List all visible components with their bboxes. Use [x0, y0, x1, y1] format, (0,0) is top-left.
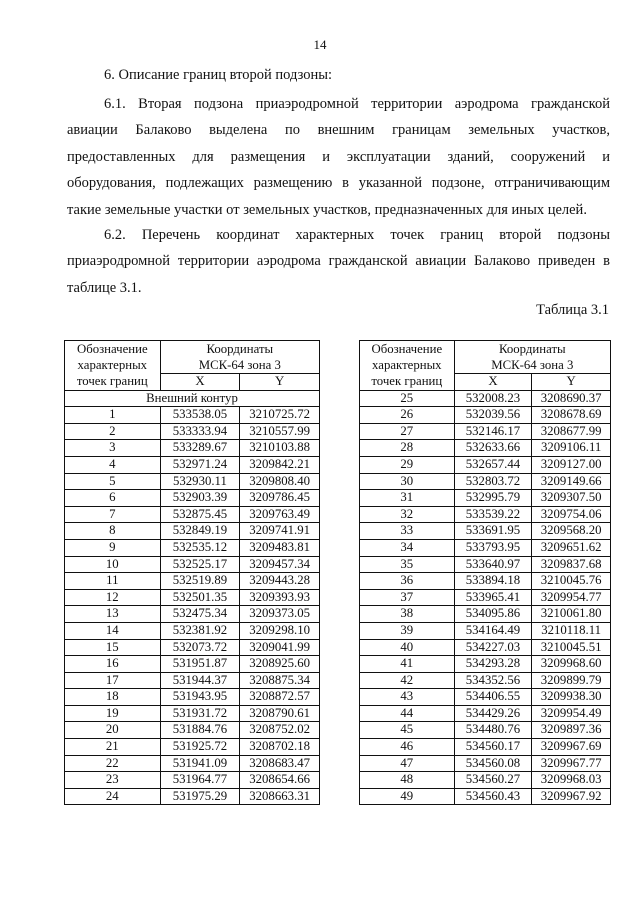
x-coordinate-cell: 532519.89: [160, 573, 240, 590]
table-row: [65, 639, 320, 656]
table-row: [360, 456, 611, 473]
x-coordinate-cell: 531951.87: [160, 656, 240, 673]
point-number-cell: 6: [65, 490, 161, 507]
point-number-cell: 4: [65, 456, 161, 473]
point-number-cell: 26: [360, 407, 455, 424]
y-coordinate-cell: 3210725.72: [240, 407, 320, 424]
y-coordinate-cell: 3210118.11: [532, 622, 611, 639]
point-number-cell: 44: [360, 705, 455, 722]
y-coordinate-cell: 3209741.91: [240, 523, 320, 540]
x-header: X: [160, 374, 240, 391]
table-row: [360, 689, 611, 706]
paragraph-6-1: [67, 91, 610, 223]
x-coordinate-cell: 532008.23: [454, 390, 532, 407]
y-coordinate-cell: 3210045.76: [532, 573, 611, 590]
y-coordinate-cell: 3208752.02: [240, 722, 320, 739]
paragraph-line: такие земельные участки от земельных участков, предназначенных для иных целей.: [67, 201, 587, 218]
x-coordinate-cell: 532903.39: [160, 490, 240, 507]
x-coordinate-cell: 532995.79: [454, 490, 532, 507]
y-coordinate-cell: 3209954.49: [532, 705, 611, 722]
y-coordinate-cell: 3209443.28: [240, 573, 320, 590]
table-row: [65, 589, 320, 606]
table-row: [65, 656, 320, 673]
point-number-cell: 40: [360, 639, 455, 656]
paragraph-line: таблице 3.1.: [67, 279, 142, 296]
point-number-cell: 36: [360, 573, 455, 590]
table-row: [360, 473, 611, 490]
point-number-cell: 15: [65, 639, 161, 656]
x-coordinate-cell: 531925.72: [160, 739, 240, 756]
y-coordinate-cell: 3209763.49: [240, 506, 320, 523]
x-coordinate-cell: 532475.34: [160, 606, 240, 623]
x-coordinate-cell: 533793.95: [454, 539, 532, 556]
y-coordinate-cell: 3209786.45: [240, 490, 320, 507]
table-row: [65, 506, 320, 523]
point-number-cell: 32: [360, 506, 455, 523]
table-row: [65, 739, 320, 756]
table-row: [65, 573, 320, 590]
table-label: Таблица 3.1: [536, 302, 609, 318]
x-coordinate-cell: 534429.26: [454, 705, 532, 722]
y-coordinate-cell: 3209483.81: [240, 539, 320, 556]
point-number-cell: 24: [65, 788, 161, 805]
header-line: точек границ: [76, 374, 148, 389]
table-row: [360, 772, 611, 789]
point-number-cell: 2: [65, 423, 161, 440]
header-line: характерных: [77, 358, 148, 373]
y-coordinate-cell: 3208690.37: [532, 390, 611, 407]
point-number-cell: 31: [360, 490, 455, 507]
table-row: [360, 639, 611, 656]
point-number-cell: 46: [360, 739, 455, 756]
x-coordinate-cell: 532849.19: [160, 523, 240, 540]
point-designation-header: [65, 341, 161, 391]
y-coordinate-cell: 3210103.88: [240, 440, 320, 457]
table-row: [360, 672, 611, 689]
x-coordinate-cell: 533538.05: [160, 407, 240, 424]
paragraph-line: 6.2. Перечень координат характерных точек границ второй подзоны: [104, 227, 610, 243]
y-coordinate-cell: 3209897.36: [532, 722, 611, 739]
point-number-cell: 17: [65, 672, 161, 689]
table-row: [65, 490, 320, 507]
x-coordinate-cell: 532039.56: [454, 407, 532, 424]
x-coordinate-cell: 531975.29: [160, 788, 240, 805]
table-row: [65, 672, 320, 689]
y-coordinate-cell: 3209457.34: [240, 556, 320, 573]
point-number-cell: 10: [65, 556, 161, 573]
table-row: [65, 606, 320, 623]
table-row: [360, 755, 611, 772]
header-line: характерных: [372, 358, 442, 373]
y-coordinate-cell: 3208872.57: [240, 689, 320, 706]
header-line: Координаты: [498, 342, 566, 356]
point-number-cell: 34: [360, 539, 455, 556]
point-number-cell: 11: [65, 573, 161, 590]
table-row: [360, 656, 611, 673]
point-number-cell: 16: [65, 656, 161, 673]
paragraph-line: приаэродромной территории аэродрома гражданской авиации Балаково приведен в: [67, 253, 610, 270]
x-coordinate-cell: 531964.77: [160, 772, 240, 789]
y-coordinate-cell: 3209968.60: [532, 656, 611, 673]
point-number-cell: 22: [65, 755, 161, 772]
x-coordinate-cell: 532146.17: [454, 423, 532, 440]
point-number-cell: 43: [360, 689, 455, 706]
table-row: [360, 739, 611, 756]
x-coordinate-cell: 532633.66: [454, 440, 532, 457]
x-coordinate-cell: 534560.27: [454, 772, 532, 789]
table-row: [360, 606, 611, 623]
table-row: [65, 473, 320, 490]
y-coordinate-cell: 3209967.77: [532, 755, 611, 772]
y-coordinate-cell: 3209568.20: [532, 523, 611, 540]
x-coordinate-cell: 531941.09: [160, 755, 240, 772]
point-number-cell: 48: [360, 772, 455, 789]
header-line: точек границ: [371, 374, 443, 389]
x-coordinate-cell: 533691.95: [454, 523, 532, 540]
table-row: [65, 788, 320, 805]
y-header: Y: [240, 374, 320, 391]
x-coordinate-cell: 531884.76: [160, 722, 240, 739]
table-row: [65, 772, 320, 789]
table-row: [65, 539, 320, 556]
table-row: [360, 423, 611, 440]
point-number-cell: 9: [65, 539, 161, 556]
header-line: Координаты: [206, 342, 274, 356]
point-number-cell: 20: [65, 722, 161, 739]
x-coordinate-cell: 532971.24: [160, 456, 240, 473]
point-number-cell: 33: [360, 523, 455, 540]
x-coordinate-cell: 532803.72: [454, 473, 532, 490]
coordinates-table-right: [359, 340, 611, 805]
point-number-cell: 30: [360, 473, 455, 490]
point-number-cell: 27: [360, 423, 455, 440]
y-coordinate-cell: 3210557.99: [240, 423, 320, 440]
x-coordinate-cell: 534406.55: [454, 689, 532, 706]
y-coordinate-cell: 3209149.66: [532, 473, 611, 490]
point-number-cell: 18: [65, 689, 161, 706]
x-coordinate-cell: 533894.18: [454, 573, 532, 590]
y-coordinate-cell: 3208678.69: [532, 407, 611, 424]
y-header: Y: [532, 374, 611, 391]
table-row: [65, 423, 320, 440]
x-coordinate-cell: 534352.56: [454, 672, 532, 689]
point-number-cell: 45: [360, 722, 455, 739]
x-coordinate-cell: 532535.12: [160, 539, 240, 556]
x-coordinate-cell: 532501.35: [160, 589, 240, 606]
y-coordinate-cell: 3209754.06: [532, 506, 611, 523]
y-coordinate-cell: 3209298.10: [240, 622, 320, 639]
point-number-cell: 8: [65, 523, 161, 540]
section-title: 6. Описание границ второй подзоны:: [104, 67, 332, 83]
paragraph-line: оборудования, подлежащих размещению в указанной подзоне, отграничивающим: [67, 175, 610, 192]
x-coordinate-cell: 532657.44: [454, 456, 532, 473]
y-coordinate-cell: 3209041.99: [240, 639, 320, 656]
paragraph-line: 6.1. Вторая подзона приаэродромной территории аэродрома гражданской: [104, 96, 610, 112]
y-coordinate-cell: 3208654.66: [240, 772, 320, 789]
point-number-cell: 1: [65, 407, 161, 424]
point-number-cell: 29: [360, 456, 455, 473]
x-coordinate-cell: 533289.67: [160, 440, 240, 457]
point-number-cell: 49: [360, 788, 455, 805]
table-row: [360, 506, 611, 523]
table-row: [65, 705, 320, 722]
coordinates-header: [160, 341, 319, 374]
y-coordinate-cell: 3209954.77: [532, 589, 611, 606]
y-coordinate-cell: 3209967.92: [532, 788, 611, 805]
y-coordinate-cell: 3208663.31: [240, 788, 320, 805]
paragraph-line: авиации Балаково выделена по внешним границам земельных участков,: [67, 122, 610, 139]
y-coordinate-cell: 3209307.50: [532, 490, 611, 507]
table-row: [65, 622, 320, 639]
y-coordinate-cell: 3209651.62: [532, 539, 611, 556]
table-row: [360, 407, 611, 424]
point-number-cell: 28: [360, 440, 455, 457]
point-number-cell: 47: [360, 755, 455, 772]
table-row: [360, 589, 611, 606]
y-coordinate-cell: 3208925.60: [240, 656, 320, 673]
x-coordinate-cell: 532073.72: [160, 639, 240, 656]
point-number-cell: 13: [65, 606, 161, 623]
table-row: [65, 755, 320, 772]
y-coordinate-cell: 3208875.34: [240, 672, 320, 689]
point-number-cell: 23: [65, 772, 161, 789]
y-coordinate-cell: 3209842.21: [240, 456, 320, 473]
table-row: [65, 523, 320, 540]
table-row: [360, 390, 611, 407]
x-coordinate-cell: 531931.72: [160, 705, 240, 722]
point-number-cell: 19: [65, 705, 161, 722]
x-coordinate-cell: 531943.95: [160, 689, 240, 706]
x-header: X: [454, 374, 532, 391]
table-row: [360, 539, 611, 556]
page-number: 14: [313, 37, 327, 52]
y-coordinate-cell: 3209373.05: [240, 606, 320, 623]
header-line: МСК-64 зона 3: [198, 358, 281, 372]
y-coordinate-cell: 3209968.03: [532, 772, 611, 789]
point-designation-header: [360, 341, 455, 391]
x-coordinate-cell: 532930.11: [160, 473, 240, 490]
header-line: МСК-64 зона 3: [491, 358, 574, 372]
y-coordinate-cell: 3209899.79: [532, 672, 611, 689]
y-coordinate-cell: 3209967.69: [532, 739, 611, 756]
point-number-cell: 35: [360, 556, 455, 573]
table-row: [65, 556, 320, 573]
x-coordinate-cell: 533539.22: [454, 506, 532, 523]
x-coordinate-cell: 534560.17: [454, 739, 532, 756]
x-coordinate-cell: 532525.17: [160, 556, 240, 573]
table-row: [360, 556, 611, 573]
point-number-cell: 14: [65, 622, 161, 639]
table-row: [360, 440, 611, 457]
contour-section-row: Внешний контур: [65, 390, 320, 407]
y-coordinate-cell: 3209393.93: [240, 589, 320, 606]
table-row: [65, 407, 320, 424]
x-coordinate-cell: 532875.45: [160, 506, 240, 523]
y-coordinate-cell: 3208790.61: [240, 705, 320, 722]
table-row: [360, 705, 611, 722]
y-coordinate-cell: 3208677.99: [532, 423, 611, 440]
coordinates-header: [454, 341, 610, 374]
x-coordinate-cell: 534480.76: [454, 722, 532, 739]
point-number-cell: 12: [65, 589, 161, 606]
y-coordinate-cell: 3210045.51: [532, 639, 611, 656]
y-coordinate-cell: 3209127.00: [532, 456, 611, 473]
x-coordinate-cell: 534164.49: [454, 622, 532, 639]
x-coordinate-cell: 533965.41: [454, 589, 532, 606]
point-number-cell: 21: [65, 739, 161, 756]
point-number-cell: 39: [360, 622, 455, 639]
x-coordinate-cell: 531944.37: [160, 672, 240, 689]
y-coordinate-cell: 3209837.68: [532, 556, 611, 573]
paragraph-line: предоставленных для размещения и эксплуатации зданий, сооружений и: [67, 148, 610, 165]
x-coordinate-cell: 534560.43: [454, 788, 532, 805]
y-coordinate-cell: 3208683.47: [240, 755, 320, 772]
table-row: [360, 622, 611, 639]
y-coordinate-cell: 3209106.11: [532, 440, 611, 457]
table-row: [360, 722, 611, 739]
y-coordinate-cell: 3209938.30: [532, 689, 611, 706]
table-row: [65, 722, 320, 739]
table-row: [65, 440, 320, 457]
point-number-cell: 41: [360, 656, 455, 673]
table-row: [360, 573, 611, 590]
point-number-cell: 3: [65, 440, 161, 457]
x-coordinate-cell: 534560.08: [454, 755, 532, 772]
y-coordinate-cell: 3208702.18: [240, 739, 320, 756]
table-row: [65, 689, 320, 706]
x-coordinate-cell: 533640.97: [454, 556, 532, 573]
table-row: [360, 523, 611, 540]
x-coordinate-cell: 532381.92: [160, 622, 240, 639]
point-number-cell: 7: [65, 506, 161, 523]
y-coordinate-cell: 3210061.80: [532, 606, 611, 623]
x-coordinate-cell: 534095.86: [454, 606, 532, 623]
header-line: Обозначение: [371, 342, 443, 357]
point-number-cell: 5: [65, 473, 161, 490]
table-row: [360, 788, 611, 805]
point-number-cell: 25: [360, 390, 455, 407]
table-row: [65, 456, 320, 473]
coordinates-table-left: [64, 340, 320, 805]
table-row: [360, 490, 611, 507]
x-coordinate-cell: 533333.94: [160, 423, 240, 440]
paragraph-6-2: [67, 222, 610, 301]
y-coordinate-cell: 3209808.40: [240, 473, 320, 490]
header-line: Обозначение: [76, 342, 148, 357]
point-number-cell: 37: [360, 589, 455, 606]
point-number-cell: 38: [360, 606, 455, 623]
x-coordinate-cell: 534293.28: [454, 656, 532, 673]
point-number-cell: 42: [360, 672, 455, 689]
x-coordinate-cell: 534227.03: [454, 639, 532, 656]
